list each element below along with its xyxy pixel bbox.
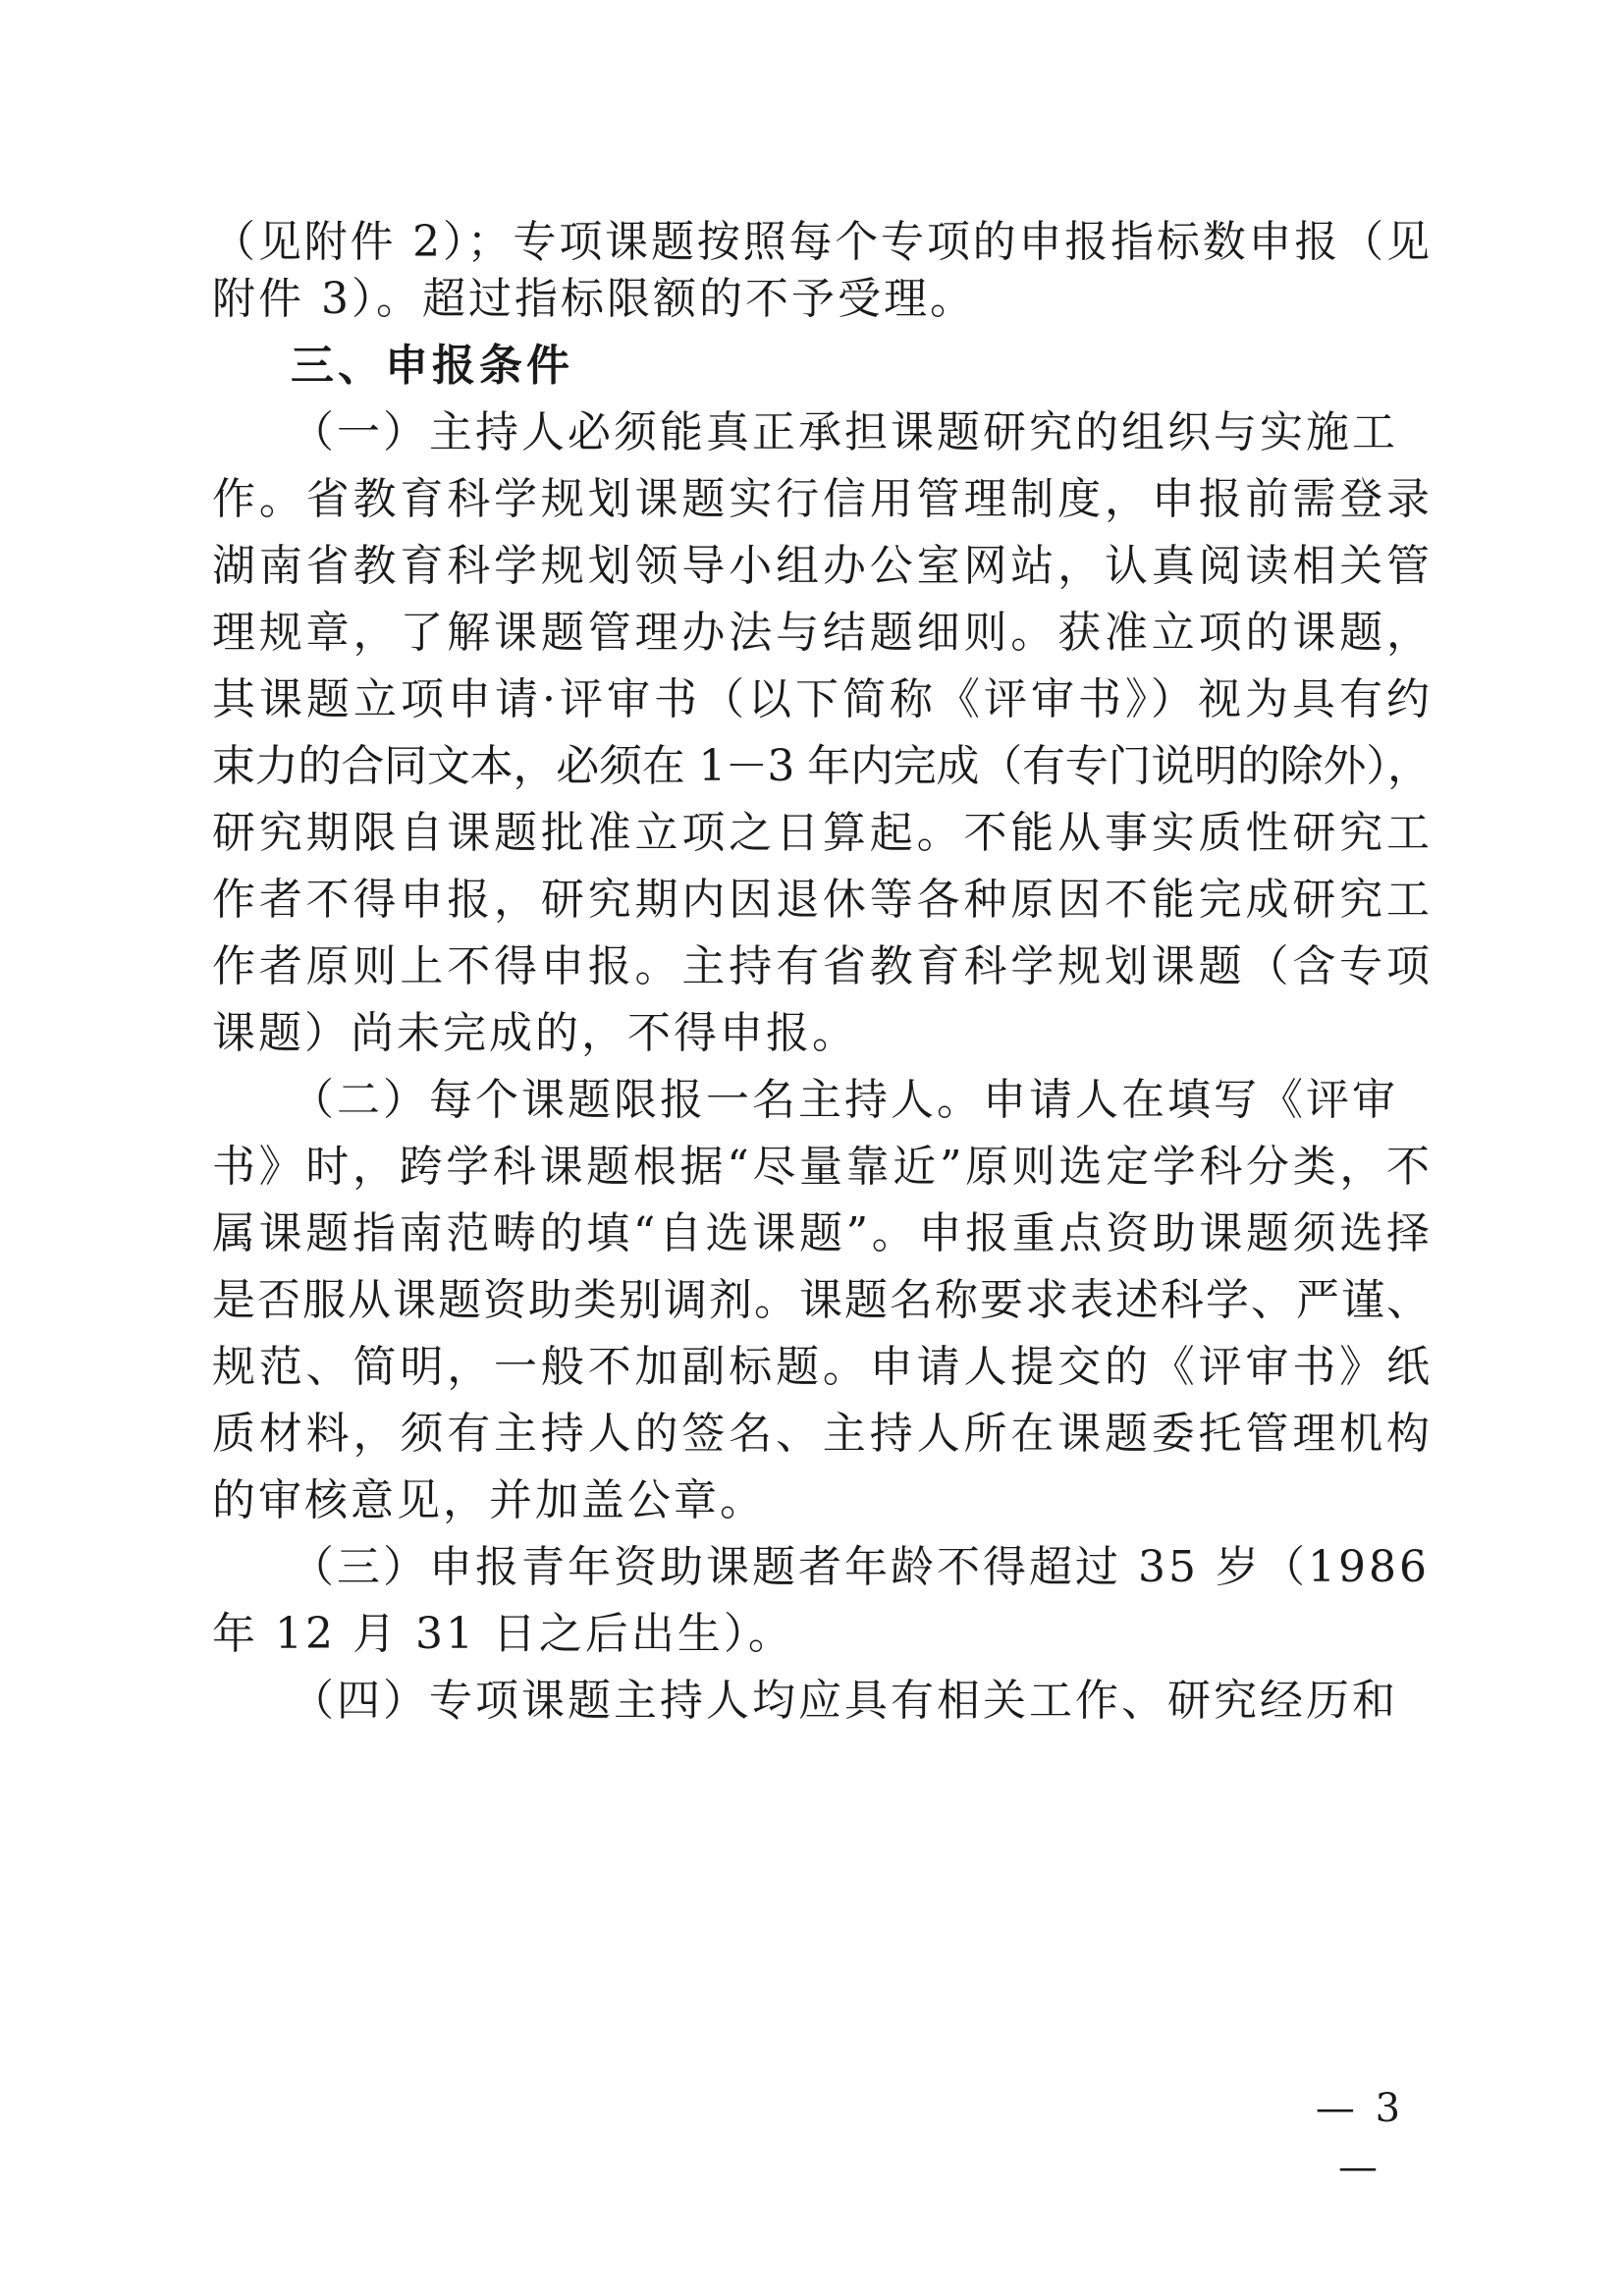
page-number: — 3 — [1315, 2086, 1405, 2190]
text-line: 束力的合同文本，必须在 1－3 年内完成（有专门说明的除外）， [212, 741, 1430, 791]
text-line: （三）申报青年资助课题者年龄不得超过 35 岁（1986 [291, 1542, 1430, 1592]
text-line: 作者不得申报，研究期内因退休等各种原因不能完成研究工 [212, 875, 1430, 925]
text-line: 课题）尚未完成的，不得申报。 [212, 1008, 858, 1058]
text-line: 理规章，了解课题管理办法与结题细则。获准立项的课题， [212, 608, 1430, 658]
text-line: 年 12 月 31 日之后出生）。 [212, 1609, 794, 1659]
text-line: （见附件 2）；专项课题按照每个专项的申报指标数申报（见 [212, 217, 1430, 267]
text-line: 的审核意见，并加盖公章。 [212, 1475, 766, 1525]
text-line: 湖南省教育科学规划领导小组办公室网站，认真阅读相关管 [212, 541, 1430, 591]
text-line: 规范、简明，一般不加副标题。申请人提交的《评审书》纸 [212, 1342, 1430, 1392]
text-line: 作。省教育科学规划课题实行信用管理制度，申报前需登录 [212, 474, 1430, 524]
text-line: （一）主持人必须能真正承担课题研究的组织与实施工 [291, 407, 1398, 457]
text-line: 书》时，跨学科课题根据“尽量靠近”原则选定学科分类，不 [212, 1142, 1430, 1192]
text-line: 是否服从课题资助类别调剂。课题名称要求表述科学、严谨、 [212, 1275, 1430, 1325]
text-line: 其课题立项申请·评审书（以下简称《评审书》）视为具有约 [212, 674, 1430, 724]
text-line: 属课题指南范畴的填“自选课题”。申报重点资助课题须选择 [212, 1208, 1430, 1258]
text-line: 作者原则上不得申报。主持有省教育科学规划课题（含专项 [212, 941, 1430, 991]
section-heading: 三、申报条件 [291, 341, 573, 391]
text-line: 质材料，须有主持人的签名、主持人所在课题委托管理机构 [212, 1409, 1430, 1459]
text-line: （四）专项课题主持人均应具有相关工作、研究经历和 [291, 1676, 1398, 1726]
text-line: 附件 3）。超过指标限额的不予受理。 [212, 274, 976, 324]
text-line: （二）每个课题限报一名主持人。申请人在填写《评审 [291, 1075, 1398, 1125]
text-line: 研究期限自课题批准立项之日算起。不能从事实质性研究工 [212, 808, 1430, 858]
